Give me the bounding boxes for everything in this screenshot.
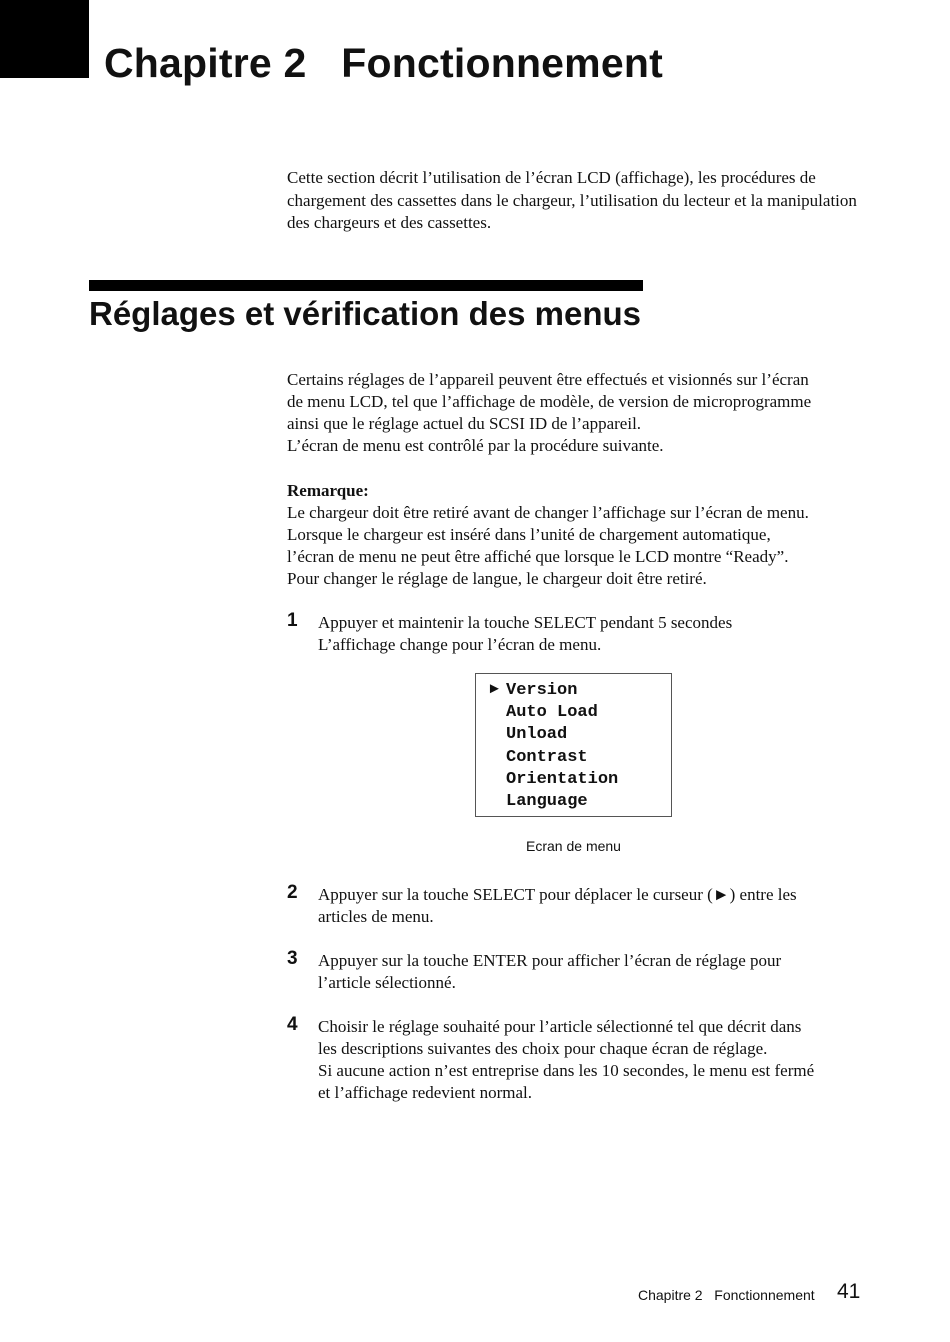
chapter-title: Chapitre 2 Fonctionnement [104,40,663,86]
chapter-tab-block [0,0,89,78]
step-text [318,950,877,994]
step-text [318,1016,877,1104]
step-3 [287,950,877,994]
step-text [318,884,877,928]
step-1 [287,612,877,656]
menu-item-auto-load: Auto Load [506,703,598,723]
text-line: Appuyer sur la touche ENTER pour afficher l’écran de réglage pour [318,951,782,970]
text-line: Certains réglages de l’appareil peuvent être effectués et visionnés sur l’écran [287,370,809,389]
note-block [287,480,877,590]
section-title: Réglages et vérification des menus [89,295,642,332]
step-number: 3 [287,948,298,969]
text-line: Si aucune action n’est entreprise dans les 10 secondes, le menu est fermé [318,1061,815,1080]
text-line: articles de menu. [318,907,434,926]
footer-chapter-label: Chapitre 2 Fonctionnement [638,1287,815,1303]
step-number: 1 [287,610,298,631]
text-line: Pour changer le réglage de langue, le chargeur doit être retiré. [287,569,707,588]
text-line: l’article sélectionné. [318,973,456,992]
page-number: 41 [837,1280,861,1303]
section-rule [89,280,643,291]
text-line: de menu LCD, tel que l’affichage de modèle, de version de microprogramme [287,392,812,411]
menu-item-contrast: Contrast [506,747,588,767]
menu-item-language: Language [506,792,588,812]
step-number: 4 [287,1014,298,1035]
step-4 [287,1016,877,1104]
text-line: Choisir le réglage souhaité pour l’article sélectionné tel que décrit dans [318,1017,802,1036]
menu-caption: Ecran de menu [526,838,621,854]
text-line: l’écran de menu ne peut être affiché que lorsque le LCD montre “Ready”. [287,547,789,566]
text-line: Appuyer et maintenir la touche SELECT pendant 5 secondes [318,613,733,632]
step-2 [287,884,877,928]
menu-item-unload: Unload [506,725,568,745]
note-title: Remarque: [287,481,369,500]
cursor-icon: ► [487,681,502,697]
section-paragraph [287,369,877,457]
menu-screen [475,673,672,817]
text-line: Lorsque le chargeur est inséré dans l’unité de chargement automatique, [287,525,771,544]
menu-item-list [506,680,618,813]
text-line: Appuyer sur la touche SELECT pour déplacer le curseur (►) entre les [318,885,797,904]
step-number: 2 [287,882,298,903]
text-line: ainsi que le réglage actuel du SCSI ID de l’appareil. [287,414,642,433]
intro-paragraph: Cette section décrit l’utilisation de l’écran LCD (affichage), les procédures de chargement des cassettes dans le chargeur, l’utilisation du lecteur et la manipulation des chargeurs et des cassettes. [287,168,857,232]
text-line: Le chargeur doit être retiré avant de changer l’affichage sur l’écran de menu. [287,503,809,522]
text-line: les descriptions suivantes des choix pour chaque écran de réglage. [318,1039,768,1058]
text-line: et l’affichage redevient normal. [318,1083,532,1102]
menu-item-version: Version [506,681,578,700]
step-text [318,612,877,656]
text-line: L’affichage change pour l’écran de menu. [318,635,602,654]
menu-item-orientation: Orientation [506,769,619,789]
text-line: L’écran de menu est contrôlé par la procédure suivante. [287,436,664,455]
